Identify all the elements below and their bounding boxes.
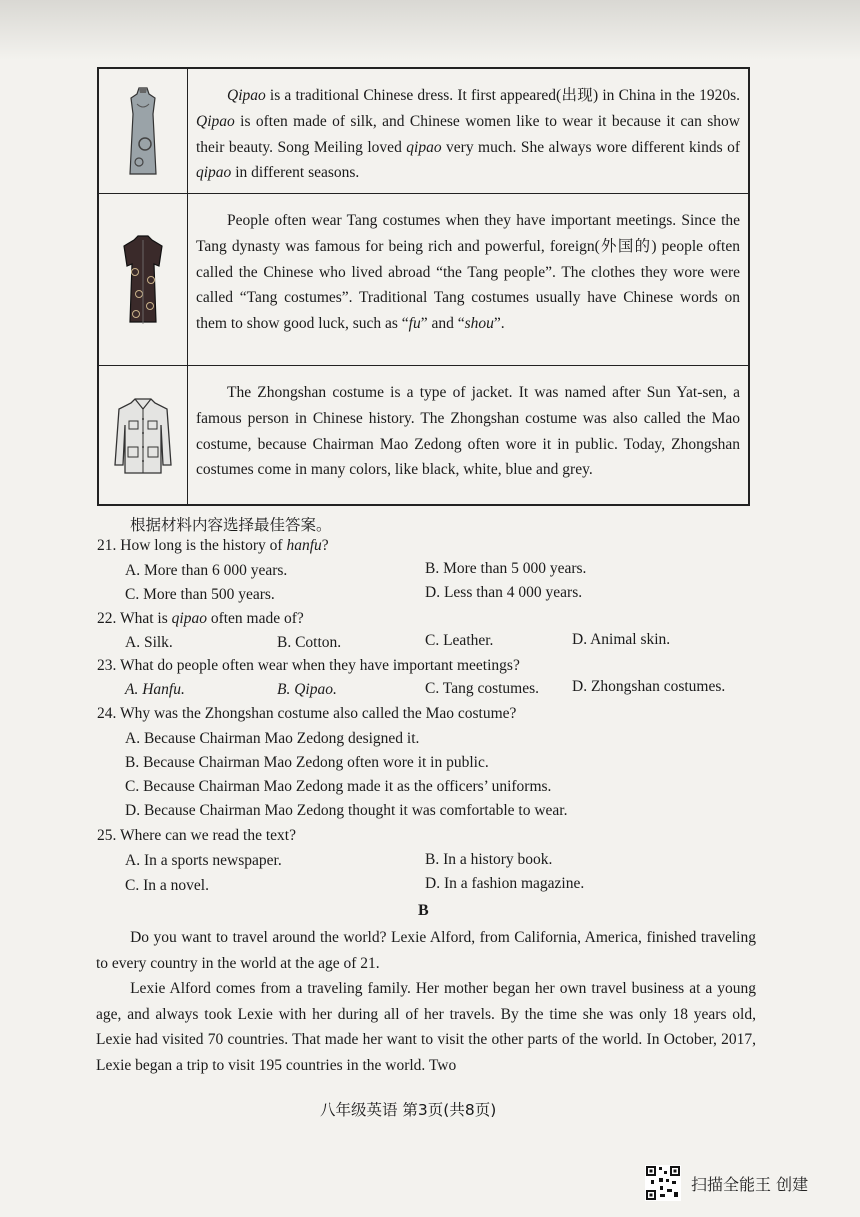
zhongshan-jacket-icon bbox=[99, 366, 188, 504]
question-24 bbox=[97, 705, 516, 723]
question-text: What do people often wear when they have important meetings? bbox=[119, 657, 520, 674]
option[interactable] bbox=[277, 681, 337, 699]
page-footer: 八年级英语 第3页(共8页) bbox=[320, 1101, 497, 1119]
table-row bbox=[99, 194, 748, 366]
option[interactable]: D. Zhongshan costumes. bbox=[572, 678, 726, 695]
italic-text: qipao bbox=[196, 164, 232, 182]
passage-b bbox=[96, 925, 756, 1078]
italic-text: fu bbox=[408, 315, 421, 333]
option[interactable]: C. Leather. bbox=[425, 632, 494, 649]
table-row bbox=[99, 69, 748, 194]
option[interactable]: C. More than 500 years. bbox=[125, 586, 275, 603]
table-row bbox=[99, 366, 748, 504]
question-21 bbox=[97, 537, 329, 555]
italic-text: Qipao bbox=[196, 112, 235, 130]
italic-text: hanfu bbox=[286, 537, 322, 554]
row-text bbox=[188, 194, 748, 365]
question-number: 21. bbox=[97, 537, 117, 554]
question-23 bbox=[97, 657, 520, 675]
option[interactable]: C. In a novel. bbox=[125, 877, 209, 894]
row-text bbox=[188, 366, 748, 504]
italic-text: B. Qipao. bbox=[277, 681, 337, 698]
italic-text: shou bbox=[464, 315, 494, 333]
question-text: What is qipao often made of? bbox=[119, 610, 304, 627]
row-text bbox=[188, 69, 748, 193]
question-number: 22. bbox=[97, 610, 117, 627]
option[interactable]: D. Animal skin. bbox=[572, 631, 671, 648]
option[interactable]: A. Because Chairman Mao Zedong designed it. bbox=[125, 730, 420, 747]
question-text: Why was the Zhongshan costume also called the Mao costume? bbox=[119, 705, 517, 722]
italic-text: qipao bbox=[171, 610, 207, 627]
option[interactable]: B. Because Chairman Mao Zedong often wore it in public. bbox=[125, 754, 489, 771]
option[interactable]: D. In a fashion magazine. bbox=[425, 875, 585, 892]
option[interactable] bbox=[125, 681, 185, 699]
option[interactable]: D. Less than 4 000 years. bbox=[425, 584, 583, 601]
option[interactable]: B. Cotton. bbox=[277, 634, 342, 651]
question-number: 24. bbox=[97, 705, 117, 722]
italic-text: A. Hanfu. bbox=[125, 681, 185, 698]
question-text: Where can we read the text? bbox=[119, 827, 296, 844]
option[interactable]: A. Silk. bbox=[125, 634, 173, 651]
tang-costume-icon bbox=[99, 194, 188, 365]
question-number: 25. bbox=[97, 827, 117, 844]
instruction: 根据材料内容选择最佳答案。 bbox=[130, 516, 332, 534]
watermark-text: 扫描全能王 创建 bbox=[691, 1174, 809, 1194]
italic-text: Qipao bbox=[227, 87, 266, 104]
italic-text: qipao bbox=[406, 138, 442, 156]
question-text: How long is the history of hanfu? bbox=[120, 537, 329, 554]
option[interactable]: A. In a sports newspaper. bbox=[125, 852, 282, 869]
zhongshan-paragraph: The Zhongshan costume is a type of jacket. It was named after Sun Yat-sen, a famous person in Chinese history. The Zhongshan costume was also called the Mao costume, because Chairman Mao Zedong often wore it in public. Today, Zhongshan costumes come in many colors, like black, white, blue and grey. bbox=[196, 384, 740, 479]
scan-shadow bbox=[0, 0, 860, 60]
question-22 bbox=[97, 610, 304, 628]
option[interactable]: C. Tang costumes. bbox=[425, 680, 540, 697]
passage-paragraph: Lexie Alford comes from a traveling family. Her mother began her own travel business at a young age, and always took Lexie with her during all of her travels. By the time she was only 18 years old, Lexie had visited 70 countries. That made her want to visit the other parts of the world. In October, 2017, Lexie began a trip to visit 195 countries in the world. Two bbox=[96, 980, 756, 1074]
option[interactable]: D. Because Chairman Mao Zedong thought it was comfortable to wear. bbox=[125, 802, 568, 819]
scanner-watermark bbox=[645, 1165, 808, 1201]
tang-paragraph: People often wear Tang costumes when they have important meetings. Since the Tang dynasty was famous for being rich and powerful, foreign(外国的) people often called the Chinese who lived abroad “the Tang people”. The clothes they wore were called “Tang costumes”. Traditional Tang costumes usually have Chinese words on them to show good luck, such as “fu” and “shou”. bbox=[196, 212, 740, 333]
question-25 bbox=[97, 827, 296, 845]
qipao-dress-icon bbox=[99, 69, 188, 193]
qipao-paragraph: Qipao is a traditional Chinese dress. It first appeared(出现) in China in the 1920s. Qipao is often made of silk, and Chinese women like to wear it because it can show their beauty. Song Meiling loved qipao very much. She always wore different kinds of qipao in different seasons. bbox=[196, 87, 740, 182]
option[interactable]: C. Because Chairman Mao Zedong made it as the officers’ uniforms. bbox=[125, 778, 552, 795]
qr-code-icon bbox=[645, 1165, 681, 1201]
option[interactable]: B. More than 5 000 years. bbox=[425, 560, 587, 577]
option[interactable]: B. In a history book. bbox=[425, 851, 553, 868]
section-heading: B bbox=[418, 902, 429, 919]
passage-paragraph: Do you want to travel around the world? Lexie Alford, from California, America, finished traveling to every country in the world at the age of 21. bbox=[96, 929, 756, 972]
question-number: 23. bbox=[97, 657, 117, 674]
costume-table bbox=[97, 67, 750, 506]
option[interactable]: A. More than 6 000 years. bbox=[125, 562, 288, 579]
